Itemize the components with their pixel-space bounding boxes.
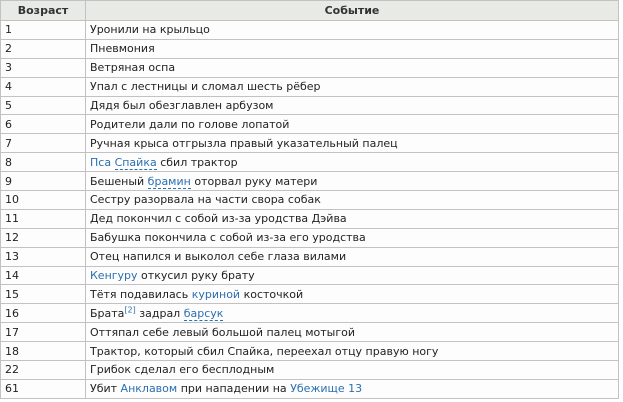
event-cell — [86, 191, 619, 210]
age-cell: 8 — [1, 153, 86, 172]
age-cell: 16 — [1, 304, 86, 323]
event-text: Уронили на крыльцо — [90, 23, 210, 37]
event-cell — [86, 96, 619, 115]
table-row — [1, 285, 619, 304]
event-cell — [86, 379, 619, 398]
event-cell — [86, 209, 619, 228]
column-header-age: Возраст — [1, 1, 86, 21]
event-text: Убит — [90, 382, 121, 396]
footnote-ref — [124, 305, 135, 314]
age-cell: 18 — [1, 342, 86, 361]
wiki-link[interactable]: Пса — [90, 155, 112, 169]
event-text: Дед покончил с собой из-за уродства Дэйва — [90, 212, 347, 226]
event-cell — [86, 342, 619, 361]
table-row — [1, 247, 619, 266]
column-header-event: Событие — [86, 1, 619, 21]
event-text: косточкой — [240, 287, 304, 301]
table-body — [1, 21, 619, 399]
table-header-row — [1, 1, 619, 21]
event-cell — [86, 304, 619, 323]
event-text: при нападении на — [177, 382, 291, 396]
event-text: Сестру разорвала на части свора собак — [90, 193, 321, 207]
event-text: Родители дали по голове лопатой — [90, 117, 290, 131]
age-cell: 61 — [1, 379, 86, 398]
wiki-link[interactable]: куриной — [191, 287, 241, 301]
table-row — [1, 304, 619, 323]
event-cell — [86, 39, 619, 58]
event-text: Бабушка покончила с собой из-за его уродства — [90, 231, 366, 245]
age-cell: 12 — [1, 228, 86, 247]
table-row — [1, 323, 619, 342]
event-cell — [86, 247, 619, 266]
event-text: Оттяпал себе левый большой палец мотыгой — [90, 325, 355, 339]
event-cell — [86, 285, 619, 304]
event-cell — [86, 115, 619, 134]
age-cell: 9 — [1, 172, 86, 191]
event-text: Дядя был обезглавлен арбузом — [90, 99, 274, 112]
age-cell: 10 — [1, 191, 86, 210]
age-cell: 13 — [1, 247, 86, 266]
wiki-link[interactable]: Анклавом — [120, 382, 178, 396]
table-row — [1, 153, 619, 172]
event-text: Пневмония — [90, 42, 155, 56]
table-row — [1, 134, 619, 153]
event-cell — [86, 172, 619, 191]
wiki-link[interactable]: брамин — [147, 174, 191, 188]
age-cell: 3 — [1, 58, 86, 77]
table-row — [1, 228, 619, 247]
table-row — [1, 96, 619, 115]
event-text: Трактор, который сбил Спайка, переехал отцу правую ногу — [90, 344, 439, 358]
event-text: Бешеный — [90, 174, 148, 188]
event-text: Грибок сделал его бесплодным — [90, 363, 275, 377]
age-cell: 15 — [1, 285, 86, 304]
footnote-link[interactable]: [2] — [124, 305, 136, 315]
age-cell: 22 — [1, 361, 86, 380]
age-cell: 7 — [1, 134, 86, 153]
age-cell: 17 — [1, 323, 86, 342]
table-row — [1, 58, 619, 77]
event-cell — [86, 21, 619, 40]
table-row — [1, 172, 619, 191]
table-row — [1, 115, 619, 134]
table-row — [1, 342, 619, 361]
event-text: Брата — [90, 306, 125, 320]
table-row — [1, 21, 619, 40]
table-row — [1, 361, 619, 380]
table-row — [1, 379, 619, 398]
age-cell: 14 — [1, 266, 86, 285]
age-cell: 11 — [1, 209, 86, 228]
event-text: Ручная крыса отгрызла правый указательный палец — [90, 136, 398, 150]
age-cell: 5 — [1, 96, 86, 115]
wiki-link[interactable]: Кенгуру — [90, 269, 138, 283]
age-cell: 6 — [1, 115, 86, 134]
table-row — [1, 209, 619, 228]
table-row — [1, 39, 619, 58]
event-text: откусил руку брату — [137, 269, 255, 283]
event-text: Отец напился и выколол себе глаза вилами — [90, 250, 347, 264]
event-text: Тётя подавилась — [90, 287, 192, 301]
age-cell: 1 — [1, 21, 86, 40]
event-text: сбил трактор — [156, 155, 238, 169]
wiki-link[interactable]: Убежище 13 — [290, 382, 363, 396]
event-cell — [86, 361, 619, 380]
table-row — [1, 77, 619, 96]
event-text: оторвал руку матери — [190, 174, 318, 188]
event-cell — [86, 228, 619, 247]
event-cell — [86, 153, 619, 172]
event-text: Ветряная оспа — [90, 61, 176, 75]
age-cell: 4 — [1, 77, 86, 96]
age-cell: 2 — [1, 39, 86, 58]
wiki-link[interactable]: барсук — [183, 306, 224, 320]
event-cell — [86, 323, 619, 342]
table-row — [1, 191, 619, 210]
wiki-link[interactable]: Спайка — [114, 155, 157, 169]
event-cell — [86, 134, 619, 153]
event-text: Упал с лестницы и сломал шесть рёбер — [90, 80, 321, 94]
event-text: задрал — [135, 306, 184, 320]
event-cell — [86, 58, 619, 77]
event-cell — [86, 77, 619, 96]
event-cell — [86, 266, 619, 285]
table-row — [1, 266, 619, 285]
